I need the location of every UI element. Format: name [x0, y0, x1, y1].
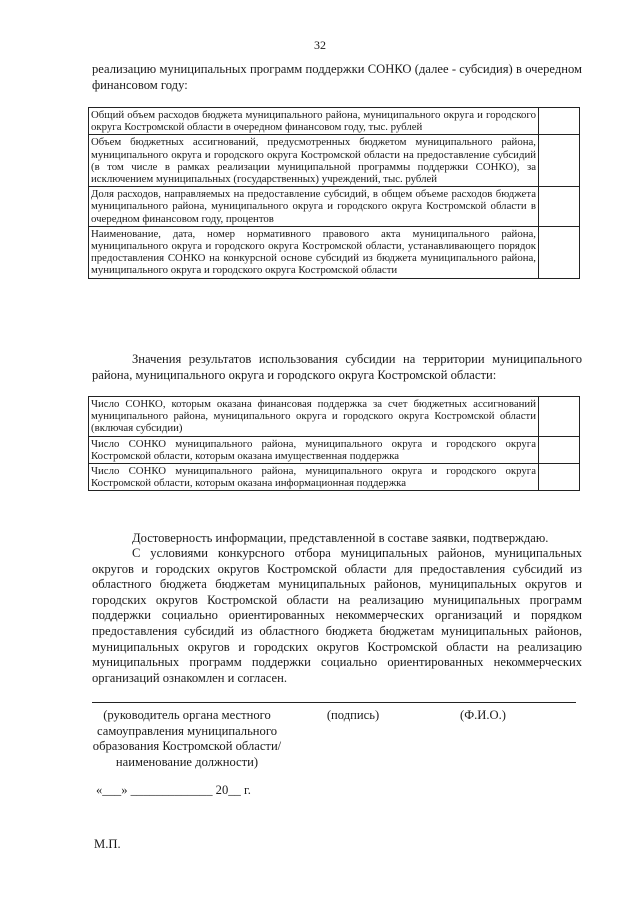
fio-caption: (Ф.И.О.): [460, 708, 506, 722]
head-caption-line: самоуправления муниципального: [97, 723, 277, 738]
row-value-cell: [539, 397, 580, 437]
row-value-cell: [539, 187, 580, 227]
table-row: [89, 135, 580, 187]
head-caption-line: (руководитель органа местного: [103, 708, 271, 722]
head-caption-line: наименование должности): [115, 754, 259, 769]
table-row: [89, 226, 580, 278]
row-value-cell: [539, 135, 580, 187]
signature-line: [92, 702, 576, 703]
agreement-text: С условиями конкурсного отбора муниципальных районов, муниципальных округов и городских округов Костромской области для предоставления субсидий из областного бюджета бюджетам муниципальных районов, муниципальных округов и городских округов Костромской области на реализацию муниципальных программ поддержки социально ориентированных некоммерческих организаций и порядком предоставления субсидий из областного бюджета бюджетам муниципальных районов, муниципальных округов и городских округов Костромской области на реализацию муниципальных программ поддержки социально ориентированных некоммерческих организаций ознакомлен и согласен.: [92, 546, 582, 685]
row-label: Число СОНКО, которым оказана финансовая поддержка за счет бюджетных ассигнований муниципального района, муниципального округа и городского округа Костромской области (включая субсидии): [89, 397, 539, 437]
row-label: Общий объем расходов бюджета муниципального района, муниципального округа и городского округа Костромской области в очередном финансовом году, тыс. рублей: [89, 108, 539, 135]
row-value-cell: [539, 436, 580, 463]
budget-table: [88, 107, 580, 279]
results-heading: Значения результатов использования субсидии на территории муниципального района, муниципального округа и городского округа Костромской области:: [92, 352, 582, 382]
row-value-cell: [539, 226, 580, 278]
date-line: «___» _____________ 20__ г.: [96, 783, 251, 797]
table-row: [89, 397, 580, 437]
table-row: [89, 464, 580, 491]
page-number: 32: [314, 38, 326, 52]
row-label: Доля расходов, направляемых на предоставление субсидий, в общем объеме расходов бюджета муниципального района, муниципального округа и городского округа Костромской области в очередном финансовом году, процентов: [89, 187, 539, 227]
table-row: [89, 108, 580, 135]
intro-text: реализацию муниципальных программ поддержки СОНКО (далее - субсидия) в очередном финансовом году:: [92, 62, 582, 92]
row-label: Число СОНКО муниципального района, муниципального округа и городского округа Костромской области, которым оказана имущественная поддержка: [89, 436, 539, 463]
table-row: [89, 187, 580, 227]
stamp-mark: М.П.: [94, 837, 121, 851]
table-row: [89, 436, 580, 463]
sign-caption: (подпись): [326, 708, 380, 722]
row-value-cell: [539, 464, 580, 491]
row-label: Объем бюджетных ассигнований, предусмотренных бюджетом муниципального района, муниципального округа и городского округа Костромской области на предоставление субсидий (в том числе в рамках реализации муниципальной программы поддержки СОНКО), за исключением муниципальных (государственных) учреждений, тыс. рублей: [89, 135, 539, 187]
results-table: [88, 396, 580, 491]
row-label: Число СОНКО муниципального района, муниципального округа и городского округа Костромской области, которым оказана информационная поддержка: [89, 464, 539, 491]
confirm-text: Достоверность информации, представленной в составе заявки, подтверждаю.: [132, 531, 549, 545]
head-caption: [92, 708, 282, 770]
row-value-cell: [539, 108, 580, 135]
row-label: Наименование, дата, номер нормативного правового акта муниципального района, муниципального округа и городского округа Костромской области, устанавливающего порядок предоставления СОНКО на конкурсной основе субсидий из бюджета муниципального района, муниципального округа и городского округа Костромской области: [89, 226, 539, 278]
head-caption-line: образования Костромской области/: [92, 739, 282, 753]
